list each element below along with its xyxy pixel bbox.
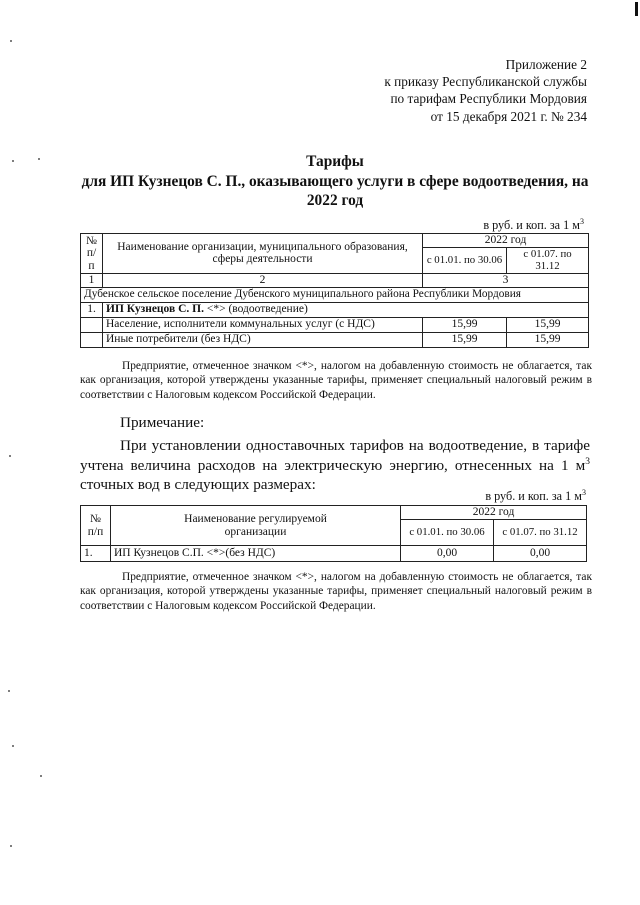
tariff-table [80,233,589,348]
org-name-rest: <*> (водоотведение) [203,303,308,316]
column-number: 3 [423,273,589,287]
org-name [103,302,589,317]
note-text-end: сточных вод в следующих размерах: [80,476,316,493]
note-text-main: При установлении одноставочных тарифов на водоотведение, в тарифе учтена величина расходов на электрическую энергию, отнесенных на 1 м [80,437,590,474]
note-sup: 3 [585,456,590,467]
units-sup: 3 [582,488,586,497]
row-value-2: 15,99 [507,332,589,347]
header-num: № п/п [81,234,103,274]
header-name: Наименование организации, муниципального образования, сферы деятельности [103,234,423,274]
appendix-block [384,56,587,125]
header-period-1: с 01.01. по 30.06 [423,247,507,273]
table-row [81,546,587,562]
document-title [80,152,590,211]
row-name: Иные потребители (без НДС) [103,332,423,347]
row-num: 1. [81,546,111,562]
column-number: 2 [103,273,423,287]
column-number: 1 [81,273,103,287]
note-heading: Примечание: [120,414,205,431]
header-period-2: с 01.07. по 31.12 [494,520,587,546]
row-name: ИП Кузнецов С.П. <*>(без НДС) [111,546,401,562]
header-year: 2022 год [401,506,587,520]
row-value-2: 0,00 [494,546,587,562]
table1-units [483,217,584,233]
scan-dot [10,845,12,847]
header-year: 2022 год [423,234,589,248]
row-num [81,332,103,347]
scan-edge-mark [635,2,638,16]
units-sup: 3 [580,217,584,226]
scan-dot [38,158,40,160]
scan-dot [8,690,10,692]
header-num: № п/п [81,506,111,546]
header-period-1: с 01.01. по 30.06 [401,520,494,546]
scan-dot [10,40,12,42]
table-row [81,332,589,347]
org-num: 1. [81,302,103,317]
appendix-line: к приказу Республиканской службы [384,74,587,90]
row-value-1: 0,00 [401,546,494,562]
header-period-2: с 01.07. по 31.12 [507,247,589,273]
title-line: для ИП Кузнецов С. П., оказывающего услуги в сфере водоотведения, на [81,172,589,190]
header-name: Наименование регулируемой организации [111,506,401,546]
title-line: 2022 год [306,192,364,209]
note-text [80,436,590,495]
appendix-line: Приложение 2 [505,57,587,72]
row-value-2: 15,99 [507,317,589,332]
energy-table [80,505,587,562]
table2-units [485,488,586,504]
table-row [81,317,589,332]
appendix-line: от 15 декабря 2021 г. № 234 [430,108,587,124]
title-line: Тарифы [306,153,364,170]
footnote: Предприятие, отмеченное значком <*>, налогом на добавленную стоимость не облагается, так как организация, которой утверждены указанные тарифы, применяет специальный налоговый режим в соответствии с Налоговым кодексом Российской Федерации. [80,360,592,401]
scan-dot [12,745,14,747]
units-text: в руб. и коп. за 1 м [483,218,580,233]
units-text: в руб. и коп. за 1 м [485,489,582,504]
scan-dot [12,160,14,162]
scan-dot [9,455,11,457]
row-value-1: 15,99 [423,317,507,332]
section-row: Дубенское сельское поселение Дубенского муниципального района Республики Мордовия [81,287,589,302]
row-num [81,317,103,332]
org-name-bold: ИП Кузнецов С. П. [106,303,204,316]
scan-dot [40,775,42,777]
footnote-2: Предприятие, отмеченное значком <*>, налогом на добавленную стоимость не облагается, так как организация, которой утверждены указанные тарифы, применяет специальный налоговый режим в соответствии с Налоговым кодексом Российской Федерации. [80,571,592,612]
appendix-line: по тарифам Республики Мордовия [390,91,587,107]
row-name: Население, исполнители коммунальных услуг (с НДС) [103,317,423,332]
row-value-1: 15,99 [423,332,507,347]
